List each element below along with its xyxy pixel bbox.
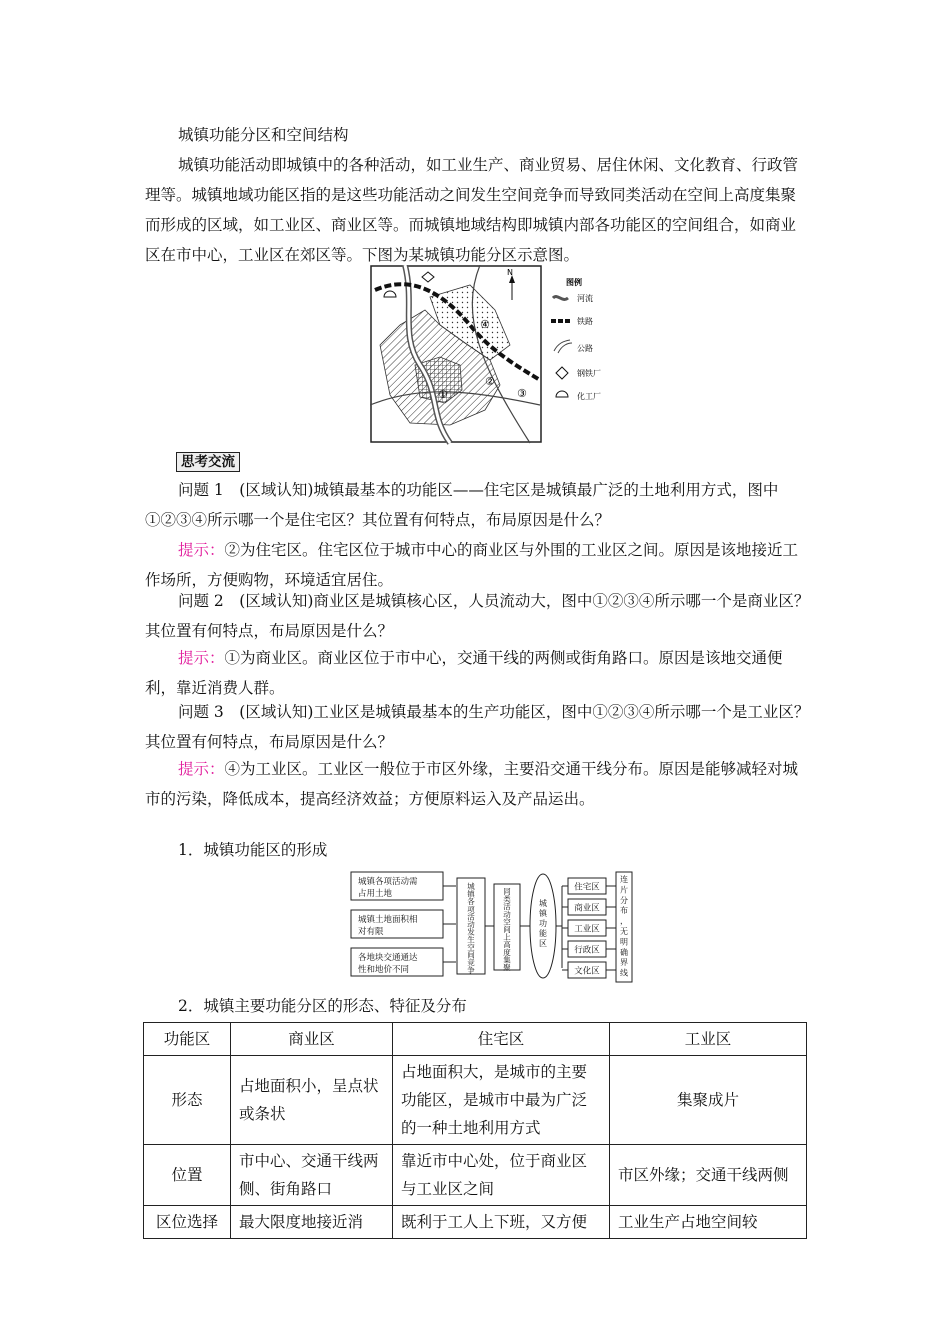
zone-label: 工业区 [574, 924, 600, 935]
step2-char: 动 [503, 909, 511, 919]
step-competition [467, 881, 475, 975]
step1-char: 竞 [467, 958, 475, 967]
zone-1-label: ① [438, 388, 448, 401]
question-1: 问题 1 (区域认知)城镇最基本的功能区——住宅区是城镇最广泛的土地利用方式，图中①②③④所示哪一个是住宅区？其位置有何特点，布局原因是什么？ [145, 481, 779, 529]
result-char: ， [620, 916, 628, 926]
cause-2-line1: 城镇土地面积相 [358, 915, 418, 925]
function-zone-flowchart [348, 868, 638, 986]
step2-char: 聚 [503, 963, 511, 972]
legend-road: 公路 [577, 344, 593, 353]
answer-3 [145, 754, 811, 814]
cause-2-line2: 对有限 [358, 927, 384, 937]
step2-char: 间 [503, 925, 511, 934]
step2-char: 度 [503, 947, 511, 957]
step2-char: 上 [503, 932, 511, 942]
step2-char: 类 [503, 894, 511, 904]
zone-4-label: ④ [480, 318, 490, 331]
step1-char: 争 [467, 965, 475, 975]
table-cell: 区位选择 [144, 1206, 231, 1239]
step2-char: 空 [503, 917, 511, 927]
cause-1-line2: 占用土地 [358, 889, 393, 899]
table-cell: 位置 [144, 1145, 231, 1206]
table-row [144, 1056, 807, 1145]
hint-label: 提示： [178, 541, 225, 559]
legend-title: 图例 [566, 278, 582, 287]
hint-text: ②为住宅区。住宅区位于城市中心的商业区与外围的工业区之间。原因是该地接近工作场所，方便购物，环境适宜居住。 [145, 541, 799, 589]
zone-label: 商业区 [574, 903, 600, 914]
legend-steel-plant: 钢铁厂 [577, 369, 601, 378]
table-cell: 市中心、交通干线两侧、街角路口 [231, 1145, 393, 1206]
table-cell: 形态 [144, 1056, 231, 1145]
step3-char: 功 [539, 919, 547, 928]
section-label: 思考交流 [176, 452, 240, 472]
question-3: 问题 3 (区域认知)工业区是城镇最基本的生产功能区，图中①②③④所示哪一个是工业区？其位置有何特点，布局原因是什么？ [145, 703, 810, 751]
legend-river: 河流 [577, 294, 593, 303]
step2-char: 活 [503, 902, 511, 912]
table-cell: 集聚成片 [610, 1056, 807, 1145]
cause-3-line2: 性和地价不同 [358, 965, 410, 975]
table-header: 商业区 [231, 1023, 393, 1056]
zone-label: 行政区 [574, 945, 600, 956]
result-char: 无 [620, 927, 628, 936]
result-char: 连 [620, 875, 628, 884]
zone-label: 文化区 [574, 966, 600, 977]
zone-3-label: ③ [517, 387, 527, 400]
result-char: 确 [620, 947, 628, 957]
result-char: 分 [620, 895, 628, 905]
section-heading: 城镇功能分区和空间结构 [178, 126, 349, 144]
hint-label: 提示： [178, 649, 225, 667]
result-char: 片 [620, 885, 628, 895]
legend-chemical-plant: 化工厂 [577, 392, 601, 401]
step1-char: 项 [467, 904, 475, 914]
table-header: 功能区 [144, 1023, 231, 1056]
zone-label: 住宅区 [574, 882, 600, 893]
table-header: 工业区 [610, 1023, 807, 1056]
step1-char: 空 [467, 942, 475, 952]
table-row [144, 1206, 807, 1239]
step-aggregation [503, 887, 511, 972]
result-char: 界 [620, 958, 628, 968]
answer-2 [145, 643, 811, 703]
step1-char: 活 [467, 912, 475, 922]
table-cell: 工业生产占地空间较 [610, 1206, 807, 1239]
hint-label: 提示： [178, 760, 225, 778]
step3-char: 能 [539, 929, 547, 938]
question-2: 问题 2 (区域认知)商业区是城镇核心区，人员流动大，图中①②③④所示哪一个是商业区？其位置有何特点，布局原因是什么？ [145, 592, 810, 640]
table-row [144, 1145, 807, 1206]
legend-railway: 铁路 [577, 317, 593, 326]
table-cell: 靠近市中心处，位于商业区与工业区之间 [393, 1145, 610, 1206]
zone-2-label: ② [485, 375, 495, 388]
point-2-heading: 2．城镇主要功能分区的形态、特征及分布 [178, 997, 467, 1015]
step1-char: 生 [467, 935, 475, 945]
point-1-heading: 1．城镇功能区的形成 [178, 841, 328, 859]
step1-char: 各 [467, 897, 475, 907]
step2-char: 集 [503, 955, 511, 965]
table-cell: 占地面积大，是城市的主要功能区，是城市中最为广泛的一种土地利用方式 [393, 1056, 610, 1145]
hint-text: ④为工业区。工业区一般位于市区外缘，主要沿交通干线分布。原因是能够减轻对城市的污染，降低成本，提高经济效益；方便原料运入及产品运出。 [145, 760, 799, 808]
city-function-map [370, 265, 620, 445]
table-cell: 最大限度地接近消 [231, 1206, 393, 1239]
step1-char: 镇 [467, 889, 475, 899]
zone-list [562, 878, 616, 978]
result-char: 布 [620, 906, 628, 916]
table-cell: 市区外缘；交通干线两侧 [610, 1145, 807, 1206]
result-char: 线 [620, 968, 628, 978]
function-zone-table [143, 1022, 807, 1239]
table-header: 住宅区 [393, 1023, 610, 1056]
step3-char: 区 [539, 939, 547, 948]
intro-paragraph: 城镇功能活动即城镇中的各种活动，如工业生产、商业贸易、居住休闲、文化教育、行政管理等。城镇地域功能区指的是这些功能活动之间发生空间竞争而导致同类活动在空间上高度集聚而形成的区域，如工业区、商业区等。而城镇地域结构即城镇内部各功能区的空间组合，如商业区在市中心，工业区在郊区等。下图为某城镇功能分区示意图。 [145, 156, 799, 264]
hint-text: ①为商业区。商业区位于市中心，交通干线的两侧或街角路口。原因是该地交通便利，靠近消费人群。 [145, 649, 783, 697]
cause-3-line1: 各地块交通通达 [358, 953, 418, 963]
step3-char: 城 [539, 899, 547, 908]
table-cell: 既利于工人上下班，又方便 [393, 1206, 610, 1239]
step1-char: 城 [467, 882, 475, 891]
result-char: 明 [620, 937, 628, 947]
cause-1-line1: 城镇各项活动需 [358, 877, 418, 887]
table-header-row [144, 1023, 807, 1056]
step1-char: 发 [467, 927, 475, 937]
table-cell: 占地面积小，呈点状或条状 [231, 1056, 393, 1145]
north-label: N [507, 268, 513, 277]
step-function-zone [539, 898, 548, 948]
step2-char: 高 [503, 940, 511, 950]
step2-char: 同 [503, 887, 511, 896]
step3-char: 镇 [539, 909, 547, 918]
step1-char: 间 [467, 950, 475, 960]
step1-char: 动 [467, 920, 475, 929]
